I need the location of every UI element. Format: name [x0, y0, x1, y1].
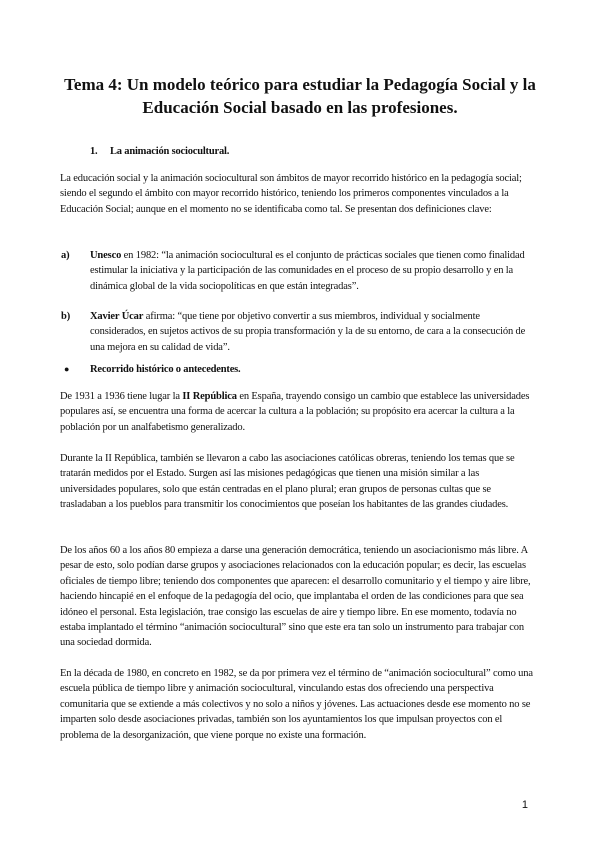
page-title: Tema 4: Un modelo teórico para estudiar la Pedagogía Social y la Educación Social basado en las profesiones. [64, 75, 536, 117]
definition-author: Unesco [90, 250, 122, 261]
body-paragraph: En la década de 1980, en concreto en 1982, se da por primera vez el término de “animación sociocultural” como una escuela pública de tiempo libre y animación sociocultural, vinculando estas dos ofreciendo una perspectiva comunitaria que se extiende a más colectivos y no solo a niños y jóvenes. Las actuaciones desde ese momento no se imparten solo desde asociaciones privadas, también son los ayuntamientos los que impulsan proyectos con el problema de la desorganización, que viene porque no existe una formación. [60, 668, 533, 741]
page-number: 1 [521, 799, 528, 811]
body-paragraph: De los años 60 a los años 80 empieza a darse una generación democrática, teniendo un asociacionismo más libre. A pesar de esto, solo podían darse grupos y asociaciones relacionados con la educación popular; es decir, las escuelas oficiales de tiempo libre; teniendo dos componentes que aparecen: el desarrollo comunitario y el tiempo y aire libre, haciendo hincapié en el enfoque de la pedagogía del ocio, que implantaba el orden de las condiciones para que sea idóneo el personal. Esta legislación, trae consigo las escuelas de aire y tiempo libre. En ese momento, todavía no estaba implantado el término “animación sociocultural” sino que este era tan solo un instrumento para trabajar con una sociedad dormida. [60, 545, 531, 649]
bullet-heading-text: Recorrido histórico o antecedentes. [90, 364, 241, 375]
bullet-dot-icon: ● [64, 364, 70, 374]
definition-marker: b) [61, 311, 71, 322]
intro-paragraph: La educación social y la animación sociocultural son ámbitos de mayor recorrido histórico en la pedagogía social; siendo el segundo el ámbito con mayor recorrido histórico, teniendo los primeros componentes vinculados a la Educación Social; aunque en el momento no se identificaba como tal. Se presentan dos definiciones clave: [60, 173, 522, 215]
body-paragraph [60, 389, 534, 435]
definition-text: en 1982: “la animación sociocultural es el conjunto de prácticas sociales que tienen como finalidad estimular la iniciativa y la participación de las comunidades en el proceso de su propio desarrollo y en la dinámica global de la vida sociopolíticas en que están integradas”. [90, 250, 525, 292]
definition-author: Xavier Úcar [90, 311, 144, 322]
definition-text: afirma: “que tiene por objetivo convertir a sus miembros, individual y socialmente considerados, en sujetos activos de su propia transformación y la de su entorno, de cara a la consecución de una mejora en su calidad de vida”. [90, 311, 526, 353]
section-number: 1. [90, 146, 98, 157]
bullet-heading [64, 364, 241, 375]
definition-item [61, 309, 534, 355]
section-heading [90, 146, 229, 157]
body-paragraph: Durante la II República, también se llevaron a cabo las asociaciones católicas obreras, teniendo los temas que se tratarán medidos por el Estado. Surgen así las misiones pedagógicas que tienen una misión similar a las universidades populares, solo que están centradas en el plano plural; eran grupos de personas cultas que se trasladaban a los pueblos para transmitir los conocimientos que poseían los habitantes de las grandes ciudades. [60, 453, 515, 511]
definition-item [61, 248, 534, 294]
paragraph-text: en España, trayendo consigo un cambio que establece las universidades populares así, se encuentra una forma de acercar la cultura a la población; su propósito era acercar la cultura a la población por un analfabetismo generalizado. [60, 391, 530, 433]
section-heading-text: La animación sociocultural. [110, 146, 230, 157]
definition-marker: a) [61, 250, 70, 261]
paragraph-bold-text: II República [182, 391, 237, 402]
paragraph-text: De 1931 a 1936 tiene lugar la [60, 391, 183, 402]
